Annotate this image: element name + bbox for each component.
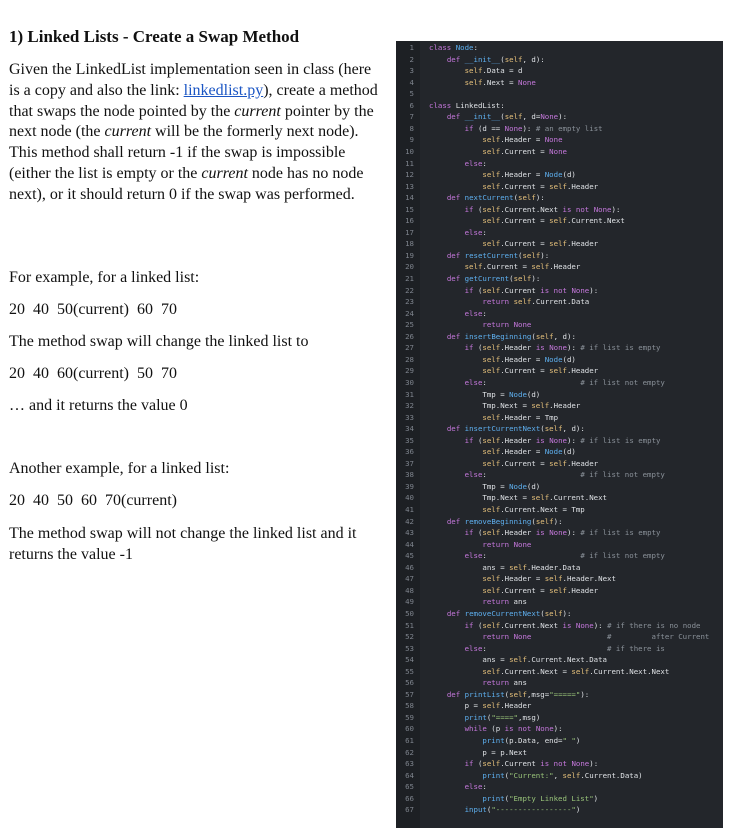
problem-description: [9, 60, 379, 206]
code-line: [396, 342, 723, 354]
line-number: 56: [405, 678, 414, 688]
code-line: [396, 181, 723, 193]
line-number: 44: [405, 539, 414, 549]
code-line: [396, 296, 723, 308]
code-line: [396, 562, 723, 574]
code-line: [396, 527, 723, 539]
code-text: Tmp = Node(d): [429, 389, 541, 399]
code-line: [396, 42, 723, 54]
code-line: [396, 712, 723, 724]
code-line: [396, 377, 723, 389]
line-number: 49: [405, 597, 414, 607]
line-number: 6: [409, 100, 414, 110]
code-text: else: # if there is: [464, 643, 665, 653]
code-line: [396, 158, 723, 170]
intro-text-3: pointer by the next node (the: [9, 102, 374, 141]
code-line: [396, 123, 723, 135]
line-number: 22: [405, 285, 414, 295]
line-number: 15: [405, 204, 414, 214]
code-line: [396, 804, 723, 816]
code-text: print(p.Data, end=" "): [482, 736, 581, 745]
code-text: return None # after Current: [482, 632, 710, 642]
code-text: else: # if list not empty: [464, 551, 665, 561]
code-text: self.Current = None: [482, 146, 567, 156]
code-line: [396, 654, 723, 666]
code-line: [396, 250, 723, 262]
code-text: self.Current = self.Header: [482, 585, 599, 595]
code-text: self.Current = self.Header: [482, 181, 599, 191]
code-line: [396, 100, 723, 112]
code-text: else:: [464, 782, 487, 792]
code-editor[interactable]: [396, 41, 723, 828]
code-text: else: # if list not empty: [464, 470, 665, 480]
code-line: [396, 389, 723, 401]
example1-lead: For example, for a linked list:: [9, 269, 200, 286]
code-text: if (self.Header is None): # if list is empty: [464, 528, 661, 538]
line-number: 16: [405, 216, 414, 226]
line-number: 63: [405, 759, 414, 769]
code-text: p = p.Next: [429, 747, 527, 757]
code-line: [396, 573, 723, 585]
code-text: ans = self.Header.Data: [429, 562, 581, 572]
code-line: [396, 793, 723, 805]
code-text: return None: [482, 539, 532, 549]
code-text: return None: [482, 320, 532, 330]
code-line: [396, 735, 723, 747]
line-number: 66: [405, 793, 414, 803]
line-number: 32: [405, 401, 414, 411]
code-text: print("====",msg): [464, 712, 541, 722]
code-text: self.Current.Next = Tmp: [482, 505, 585, 514]
example1-middle: The method swap will change the linked list to: [9, 333, 309, 350]
code-text: class LinkedList:: [429, 100, 505, 110]
line-number: 36: [405, 447, 414, 457]
code-line: [396, 539, 723, 551]
code-line: [396, 492, 723, 504]
code-line: [396, 758, 723, 770]
code-text: def __init__(self, d):: [446, 54, 545, 64]
code-text: def resetCurrent(self):: [446, 250, 550, 260]
line-number: 24: [405, 308, 414, 318]
code-text: def removeBeginning(self):: [446, 516, 563, 526]
code-text: input("-----------------"): [464, 805, 581, 815]
code-line: [396, 550, 723, 562]
code-text: def getCurrent(self):: [446, 274, 541, 283]
code-line: [396, 643, 723, 655]
line-number: 17: [405, 227, 414, 237]
example2-result: The method swap will not change the linked list and it returns the value -1: [9, 525, 357, 563]
code-line: [396, 319, 723, 331]
code-text: self.Current = self.Header: [482, 239, 599, 249]
code-line: [396, 54, 723, 66]
line-number: 11: [405, 158, 414, 168]
code-line: [396, 215, 723, 227]
line-number: 21: [405, 274, 414, 283]
line-number: 33: [405, 412, 414, 422]
code-line: [396, 354, 723, 366]
line-number: 2: [409, 54, 414, 64]
intro-text-2: ), create a method that swaps the node pointed by the: [9, 81, 378, 120]
code-text: self.Current = self.Header: [482, 458, 599, 468]
line-number: 50: [405, 608, 414, 618]
line-number: 14: [405, 193, 414, 203]
line-number: 29: [405, 366, 414, 376]
intro-text-5: node has no node next), or it should return 0 if the swap was performed.: [9, 164, 364, 203]
line-number: 61: [405, 736, 414, 745]
code-text: def __init__(self, d=None):: [446, 112, 568, 122]
code-line: [396, 516, 723, 528]
code-line: [396, 308, 723, 320]
code-line: [396, 700, 723, 712]
code-text: if (self.Current.Next is None): # if there is no node: [464, 620, 701, 630]
line-number: 5: [409, 89, 414, 99]
line-number: 37: [405, 458, 414, 468]
code-line: [396, 596, 723, 608]
code-line: [396, 504, 723, 516]
line-number: 20: [405, 262, 414, 272]
line-number: 34: [405, 424, 414, 434]
line-number: 1: [409, 43, 414, 52]
code-text: self.Next = None: [464, 77, 536, 87]
code-text: self.Header = Node(d): [482, 447, 576, 457]
line-number: 8: [409, 123, 414, 133]
line-number: 39: [405, 481, 414, 491]
code-text: Tmp.Next = self.Current.Next: [429, 493, 608, 503]
line-number: 58: [405, 701, 414, 711]
example2-lead: Another example, for a linked list:: [9, 460, 230, 477]
code-text: else: # if list not empty: [464, 377, 665, 387]
code-text: if (d == None): # an empty list: [464, 123, 603, 133]
line-number: 57: [405, 689, 414, 699]
line-number: 4: [409, 77, 414, 87]
code-text: self.Header = Node(d): [482, 354, 576, 364]
line-number: 19: [405, 250, 414, 260]
code-line: [396, 620, 723, 632]
code-line: [396, 192, 723, 204]
code-text: p = self.Header: [429, 701, 532, 711]
code-line: [396, 481, 723, 493]
line-number: 43: [405, 528, 414, 538]
line-number: 3: [409, 66, 414, 76]
line-number: 45: [405, 551, 414, 561]
intro-text-1: Given the LinkedList implementation seen in class (here is a copy and also the link:: [9, 61, 372, 99]
line-number: 10: [405, 146, 414, 156]
code-line: [396, 400, 723, 412]
line-number: 25: [405, 320, 414, 330]
code-text: else:: [464, 158, 487, 168]
code-line: [396, 412, 723, 424]
line-number: 53: [405, 643, 414, 653]
code-text: Tmp.Next = self.Header: [429, 401, 581, 411]
code-text: return self.Current.Data: [482, 297, 590, 307]
problem-heading: 1) Linked Lists - Create a Swap Method: [9, 27, 300, 46]
code-line: [396, 689, 723, 701]
code-line: [396, 770, 723, 782]
code-line: [396, 227, 723, 239]
line-number: 35: [405, 435, 414, 445]
line-number: 40: [405, 493, 414, 503]
line-number: 42: [405, 516, 414, 526]
code-text: if (self.Current is not None):: [464, 285, 599, 295]
line-number: 26: [405, 331, 414, 341]
code-line: [396, 365, 723, 377]
line-number: 51: [405, 620, 414, 630]
code-line: [396, 261, 723, 273]
line-number: 7: [409, 112, 414, 122]
example1-result: … and it returns the value 0: [9, 397, 188, 414]
code-line: [396, 446, 723, 458]
code-text: if (self.Current is not None):: [464, 759, 599, 769]
current-emphasis: current: [201, 164, 248, 182]
code-line: [396, 423, 723, 435]
code-text: Tmp = Node(d): [429, 481, 541, 491]
code-text: self.Header = self.Header.Next: [482, 574, 616, 584]
code-line: [396, 169, 723, 181]
code-text: self.Header = None: [482, 135, 563, 145]
code-text: while (p is not None):: [464, 724, 563, 734]
code-text: self.Current = self.Header: [464, 262, 581, 272]
code-line: [396, 204, 723, 216]
code-line: [396, 723, 723, 735]
line-number: 64: [405, 770, 414, 780]
code-text: else:: [464, 227, 487, 237]
code-text: if (self.Header is None): # if list is empty: [464, 343, 661, 353]
line-number: 52: [405, 632, 414, 642]
current-emphasis: current: [104, 123, 152, 141]
line-number: 54: [405, 655, 414, 665]
example1-list-before: 20 40 50(current) 60 70: [9, 301, 177, 318]
code-text: if (self.Current.Next is not None):: [464, 204, 621, 214]
code-line: [396, 458, 723, 470]
line-number: 28: [405, 354, 414, 364]
code-line: [396, 608, 723, 620]
line-number: 60: [405, 724, 414, 734]
line-number: 41: [405, 505, 414, 514]
line-number: 38: [405, 470, 414, 480]
code-text: self.Current = self.Header: [482, 366, 599, 376]
code-line: [396, 77, 723, 89]
line-number: 46: [405, 562, 414, 572]
code-line: [396, 781, 723, 793]
line-number: 12: [405, 170, 414, 180]
code-line: [396, 88, 723, 100]
code-text: ans = self.Current.Next.Data: [429, 655, 607, 665]
line-number: 30: [405, 377, 414, 387]
code-line: [396, 585, 723, 597]
code-text: self.Header = Node(d): [482, 170, 576, 180]
code-line: [396, 435, 723, 447]
code-line: [396, 111, 723, 123]
code-text: def insertCurrentNext(self, d):: [446, 424, 585, 434]
code-text: def removeCurrentNext(self):: [446, 608, 572, 618]
example2-list: 20 40 50 60 70(current): [9, 492, 177, 509]
code-text: class Node:: [429, 43, 478, 52]
code-line: [396, 677, 723, 689]
line-number: 48: [405, 585, 414, 595]
code-text: self.Current.Next = self.Current.Next.Next: [482, 666, 670, 676]
code-text: return ans: [482, 597, 527, 607]
code-line: [396, 666, 723, 678]
intro-text-4: will be the formerly next node). This method shall return -1 if the swap is impossible (either the list is empty or the: [9, 123, 359, 182]
code-line: [396, 747, 723, 759]
code-line: [396, 238, 723, 250]
line-number: 9: [409, 135, 414, 145]
code-text: self.Current = self.Current.Next: [482, 216, 625, 226]
line-number: 23: [405, 297, 414, 307]
code-text: print("Current:", self.Current.Data): [482, 770, 643, 780]
code-line: [396, 469, 723, 481]
code-text: self.Data = d: [464, 66, 523, 76]
line-number: 13: [405, 181, 414, 191]
code-text: def nextCurrent(self):: [446, 193, 545, 203]
code-line: [396, 146, 723, 158]
line-number: 55: [405, 666, 414, 676]
line-number: 18: [405, 239, 414, 249]
line-number: 62: [405, 747, 414, 757]
line-number: 47: [405, 574, 414, 584]
code-text: return ans: [482, 678, 527, 688]
current-emphasis: current: [234, 102, 281, 120]
code-line: [396, 285, 723, 297]
code-text: if (self.Header is None): # if list is empty: [464, 435, 661, 445]
code-text: else:: [464, 308, 487, 318]
line-number: 65: [405, 782, 414, 792]
linkedlist-link[interactable]: linkedlist.py: [183, 81, 264, 99]
example1-list-after: 20 40 60(current) 50 70: [9, 365, 177, 382]
code-text: def printList(self,msg="====="):: [446, 689, 590, 699]
line-number: 31: [405, 389, 414, 399]
code-line: [396, 331, 723, 343]
code-text: def insertBeginning(self, d):: [446, 331, 576, 341]
code-line: [396, 631, 723, 643]
code-line: [396, 134, 723, 146]
line-number: 27: [405, 343, 414, 353]
line-number: 59: [405, 712, 414, 722]
code-text: print("Empty Linked List"): [482, 793, 599, 803]
line-number: 67: [405, 805, 414, 815]
code-line: [396, 273, 723, 285]
code-text: self.Header = Tmp: [482, 412, 559, 422]
code-line: [396, 65, 723, 77]
